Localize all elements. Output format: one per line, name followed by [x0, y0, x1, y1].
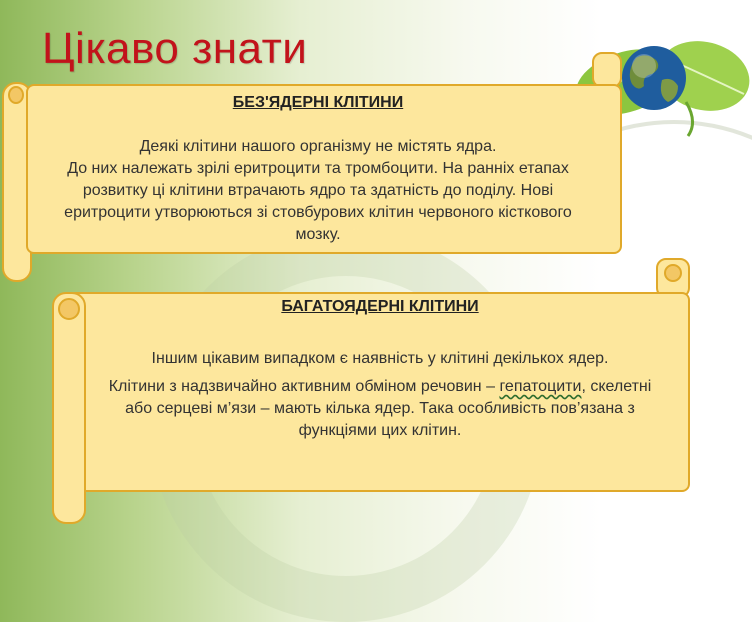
multinucleate-details-start: Клітини з надзвичайно активним обміном речовин –: [108, 378, 500, 395]
multinucleate-heading: БАГАТОЯДЕРНІ КЛІТИНИ: [281, 298, 479, 315]
scroll-left-roll-end: [8, 86, 24, 104]
anucleate-heading: БЕЗ'ЯДЕРНІ КЛІТИНИ: [232, 94, 404, 111]
hepatocytes-term: гепатоцити: [499, 378, 582, 395]
anucleate-details: До них належать зрілі еритроцити та тромбоцити. На ранніх етапах розвитку ці клітини втрачають ядро та здатність до поділу. Нові еритроцити утворюються зі стовбурових клітин червоного кісткового мозку.: [64, 160, 572, 243]
anucleate-intro: Деякі клітини нашого організму не містять ядра.: [139, 138, 497, 155]
multinucleate-details: [94, 376, 666, 442]
scroll-right-roll: [592, 52, 622, 88]
multinucleate-text-block: [94, 296, 666, 442]
multinucleate-intro: Іншим цікавим випадком є наявність у клітині декількох ядер.: [151, 350, 609, 367]
scroll2-right-roll-end: [664, 264, 682, 282]
slide-title: Цікаво знати: [42, 24, 308, 73]
anucleate-text-block: [48, 92, 588, 246]
scroll2-left-roll-end: [58, 298, 80, 320]
scroll2-left-roll: [52, 292, 86, 524]
multinucleate-details-end: , скелетні або серцеві м’язи – мають кілька ядер. Така особливість пов’язана з функціями цих клітин.: [125, 378, 652, 439]
